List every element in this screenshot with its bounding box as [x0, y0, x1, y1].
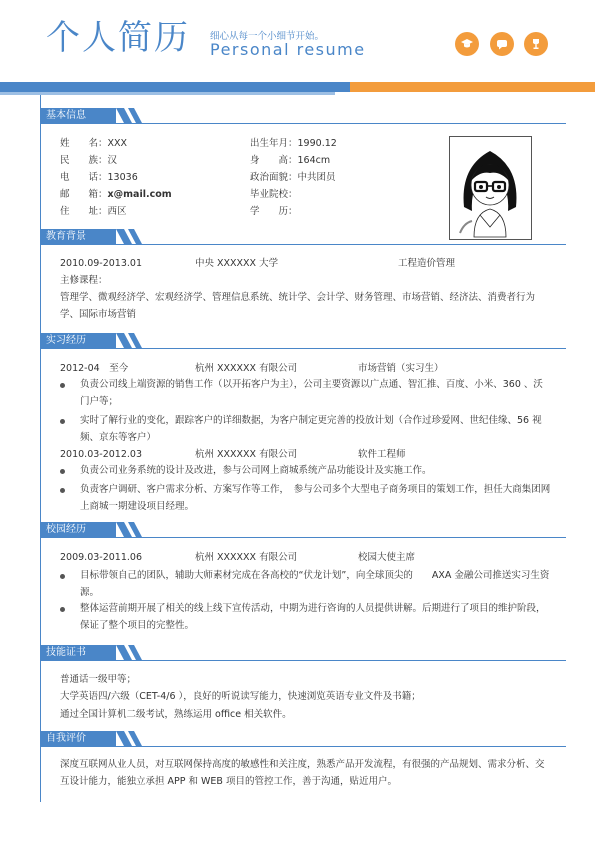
header-bar-blue — [0, 82, 350, 92]
info-phone: 电 话：13036 — [60, 172, 138, 183]
section-stripes — [116, 645, 156, 660]
subtitle: Personal resume — [210, 40, 366, 59]
timeline-line — [40, 95, 41, 802]
section-rule — [40, 244, 566, 245]
section-stripes — [116, 522, 156, 537]
campus-period: 2009.03-2011.06 — [60, 552, 142, 563]
info-ethnicity: 民 族：汉 — [60, 155, 118, 166]
intern1-company: 杭州 XXXXXX 有限公司 — [195, 363, 298, 374]
section-stripes — [116, 229, 156, 244]
campus-company: 杭州 XXXXXX 有限公司 — [195, 552, 298, 563]
intern1-bullet-1: 负责公司线上端资源的销售工作（以开拓客户为主），公司主要资源以广点通、智汇推、百度、小米、360 、沃门户等； — [80, 379, 543, 407]
info-birth: 出生年月：1990.12 — [250, 138, 337, 149]
intern1-period: 2012-04 至今 — [60, 363, 129, 374]
section-rule — [40, 746, 566, 747]
info-name: 姓 名：XXX — [60, 138, 128, 149]
bullet-icon — [60, 383, 65, 388]
bullet-icon — [60, 488, 65, 493]
graduation-cap-icon — [455, 32, 479, 56]
section-stripes — [116, 108, 156, 123]
trophy-icon — [524, 32, 548, 56]
info-degree: 学 历： — [250, 206, 298, 217]
skill-3: 通过全国计算机二级考试，熟练运用 office 相关软件。 — [60, 709, 292, 720]
info-school: 毕业院校： — [250, 189, 298, 200]
page-title: 个人简历 — [46, 18, 190, 58]
chat-bubble-icon — [490, 32, 514, 56]
intern2-bullet-2: 负责客户调研、客户需求分析、方案写作等工作， 参与公司多个大型电子商务项目的策划工作，担任大商集团网上商城一期建设项目经理。 — [80, 484, 551, 512]
section-rule — [40, 123, 566, 124]
section-title-campus: 校园经历 — [40, 522, 116, 537]
edu-courses: 管理学、微观经济学、宏观经济学、管理信息系统、统计学、会计学、财务管理、市场营销、经济法、消费者行为学、国际市场营销 — [60, 292, 536, 320]
info-address: 住 址：西区 — [60, 206, 127, 217]
skill-2: 大学英语四/六级（CET-4/6 ），良好的听说读写能力，快速浏览英语专业文件及书籍； — [60, 691, 421, 702]
slogan: 细心从每一个小细节开始。 — [210, 31, 325, 42]
self-evaluation: 深度互联网从业人员，对互联网保持高度的敏感性和关注度，熟悉产品开发流程，有很强的产品规划、需求分析、交互设计能力，能独立承担 APP 和 WEB 项目的管控工作，善于沟通，贴近用户。 — [60, 759, 545, 787]
section-rule — [40, 537, 566, 538]
intern1-bullet-2: 实时了解行业的变化，跟踪客户的详细数据，为客户制定更完善的投放计划（合作过珍爱网、世纪佳缘、56 视频、京东等客户） — [80, 415, 542, 443]
section-title-internship: 实习经历 — [40, 333, 116, 348]
section-title-self: 自我评价 — [40, 731, 116, 746]
edu-school: 中央 XXXXXX 大学 — [195, 258, 279, 269]
campus-bullet-1: 目标带领自己的团队，辅助大师素材完成在各高校的“伏龙计划”，向全球顶尖的 AXA 金融公司推送实习生资源。 — [80, 570, 550, 598]
edu-major: 工程造价管理 — [398, 258, 456, 269]
info-email: 邮 箱：x@mail.com — [60, 189, 172, 200]
intern1-role: 市场营销（实习生） — [358, 363, 444, 374]
bullet-icon — [60, 419, 65, 424]
intern2-role: 软件工程师 — [358, 449, 406, 460]
bullet-icon — [60, 574, 65, 579]
edu-period: 2010.09-2013.01 — [60, 258, 142, 269]
campus-role: 校园大使主席 — [358, 552, 416, 563]
skill-1: 普通话一级甲等； — [60, 674, 137, 685]
intern2-bullet-1: 负责公司业务系统的设计及改进，参与公司网上商城系统产品功能设计及实施工作。 — [80, 465, 432, 476]
section-rule — [40, 660, 566, 661]
header-bar-orange — [350, 82, 595, 92]
header-bar-light — [0, 92, 335, 95]
section-rule — [40, 348, 566, 349]
section-stripes — [116, 333, 156, 348]
edu-courses-label: 主修课程： — [60, 275, 108, 286]
section-title-skills: 技能证书 — [40, 645, 116, 660]
section-stripes — [116, 731, 156, 746]
section-title-education: 教育背景 — [40, 229, 116, 244]
intern2-company: 杭州 XXXXXX 有限公司 — [195, 449, 298, 460]
avatar — [449, 136, 532, 240]
info-politics: 政治面貌：中共团员 — [250, 172, 336, 183]
bullet-icon — [60, 607, 65, 612]
bullet-icon — [60, 469, 65, 474]
section-title-basic: 基本信息 — [40, 108, 116, 123]
campus-bullet-2: 整体运营前期开展了相关的线上线下宣传活动，中期为进行咨询的人员提供讲解。后期进行了项目的维护阶段，保证了整个项目的完整性。 — [80, 603, 546, 631]
info-height: 身 高：164cm — [250, 155, 331, 166]
intern2-period: 2010.03-2012.03 — [60, 449, 142, 460]
